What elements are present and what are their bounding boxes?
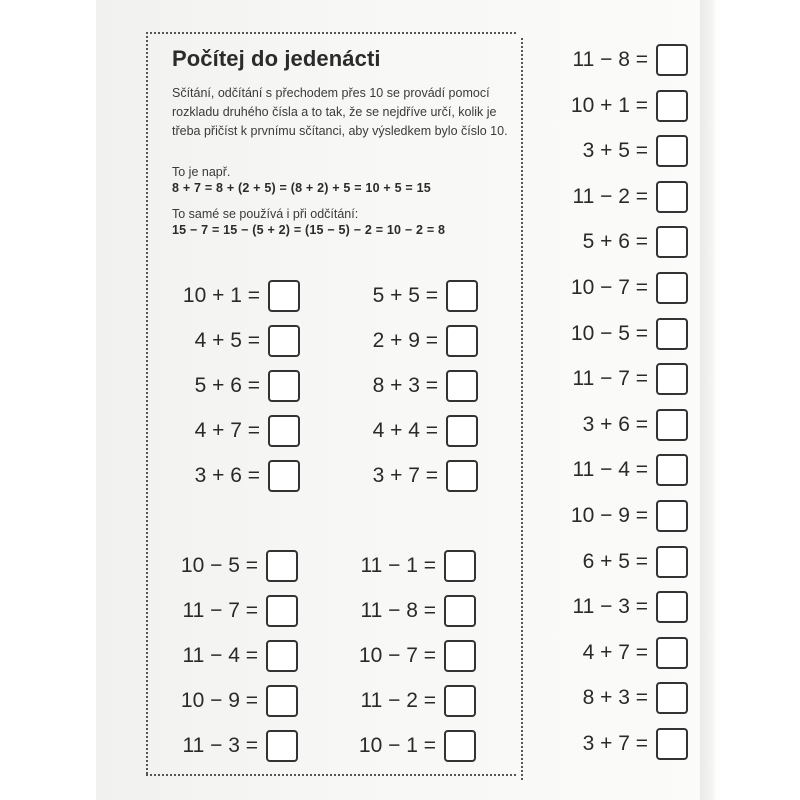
exercise-row [583, 133, 688, 169]
answer-box[interactable] [656, 44, 688, 76]
exercise-row [182, 593, 298, 629]
exercise-row [583, 635, 688, 671]
exercise-equation: 10 − 7 = [570, 276, 648, 299]
exercise-equation: 5 + 6 = [582, 230, 648, 254]
answer-box[interactable] [444, 685, 476, 717]
answer-box[interactable] [446, 415, 478, 447]
exercise-equation: 11 − 8 = [572, 48, 648, 71]
exercise-equation: 11 − 3 = [182, 734, 258, 757]
exercise-equation: 10 − 5 = [180, 554, 258, 577]
exercise-equation: 10 + 1 = [182, 284, 260, 307]
example-add-formula: 8 + 7 = 8 + (2 + 5) = (8 + 2) + 5 = 10 + 5 = 15 [172, 181, 431, 195]
exercise-equation: 5 + 5 = [372, 284, 438, 307]
answer-box[interactable] [656, 409, 688, 441]
answer-box[interactable] [444, 595, 476, 627]
exercise-row [373, 458, 478, 494]
exercise-row [183, 278, 300, 314]
exercise-equation: 10 − 5 = [570, 321, 648, 345]
answer-box[interactable] [656, 226, 688, 258]
answer-box[interactable] [266, 640, 298, 672]
answer-box[interactable] [656, 363, 688, 395]
exercise-equation: 4 + 5 = [194, 329, 260, 352]
answer-box[interactable] [444, 640, 476, 672]
answer-box[interactable] [446, 325, 478, 357]
dotted-border-left [146, 32, 148, 774]
exercise-equation: 3 + 6 = [582, 412, 648, 436]
exercise-equation: 10 + 1 = [570, 93, 648, 117]
answer-box[interactable] [446, 460, 478, 492]
exercise-row [583, 407, 688, 443]
answer-box[interactable] [656, 546, 688, 578]
exercise-row [373, 278, 478, 314]
exercise-row [571, 270, 688, 306]
exercise-equation: 8 + 3 = [372, 374, 438, 397]
exercise-equation: 2 + 9 = [372, 329, 438, 352]
answer-box[interactable] [656, 454, 688, 486]
exercise-equation: 10 − 7 = [358, 644, 436, 667]
answer-box[interactable] [656, 682, 688, 714]
exercise-equation: 11 − 4 = [182, 644, 258, 667]
exercise-equation: 4 + 7 = [194, 419, 260, 442]
answer-box[interactable] [656, 637, 688, 669]
exercise-equation: 5 + 6 = [194, 374, 260, 397]
answer-box[interactable] [656, 90, 688, 122]
answer-box[interactable] [266, 685, 298, 717]
exercise-row [181, 548, 298, 584]
exercise-row [572, 452, 688, 488]
exercise-row [360, 548, 476, 584]
example-add-label: To je např. [172, 165, 231, 179]
exercise-equation: 3 + 6 = [194, 464, 260, 487]
dotted-border-top [146, 32, 516, 34]
example-sub-formula: 15 − 7 = 15 − (5 + 2) = (15 − 5) − 2 = 10 − 2 = 8 [172, 223, 446, 237]
exercise-equation: 8 + 3 = [582, 686, 648, 710]
example-sub-label: To samé se používá i při odčítání: [172, 207, 359, 221]
exercise-equation: 6 + 5 = [582, 549, 648, 573]
answer-box[interactable] [446, 280, 478, 312]
answer-box[interactable] [444, 730, 476, 762]
answer-box[interactable] [656, 318, 688, 350]
exercise-row [373, 368, 478, 404]
exercise-row [571, 498, 688, 534]
exercise-equation: 11 − 7 = [572, 367, 648, 391]
exercise-row [195, 458, 300, 494]
exercise-row [195, 413, 300, 449]
exercise-row [572, 42, 688, 78]
exercise-row [571, 316, 688, 352]
exercise-row [571, 88, 688, 124]
answer-box[interactable] [266, 595, 298, 627]
exercise-row [360, 593, 476, 629]
answer-box[interactable] [656, 728, 688, 760]
exercise-row [359, 728, 476, 764]
exercise-row [583, 224, 688, 260]
exercise-row [583, 680, 688, 716]
page-title: Počítej do jedenácti [172, 46, 381, 71]
exercise-equation: 11 − 8 = [360, 599, 436, 622]
exercise-equation: 4 + 7 = [582, 640, 648, 664]
exercise-row [195, 368, 300, 404]
exercise-row [373, 323, 478, 359]
exercise-equation: 11 − 7 = [182, 599, 258, 622]
exercise-row [359, 638, 476, 674]
dotted-border-bottom [146, 774, 516, 776]
exercise-row [182, 638, 298, 674]
exercise-equation: 10 − 9 = [570, 504, 648, 527]
exercise-equation: 11 − 1 = [360, 554, 436, 577]
exercise-row [360, 683, 476, 719]
answer-box[interactable] [446, 370, 478, 402]
answer-box[interactable] [266, 550, 298, 582]
exercise-equation: 4 + 4 = [372, 419, 438, 442]
intro-text: Sčítání, odčítání s přechodem přes 10 se provádí pomocí rozkladu druhého čísla a to tak, že se nejdříve určí, kolik je třeba přičíst k prvnímu sčítanci, aby výsledkem bylo číslo 10. [172, 86, 508, 138]
answer-box[interactable] [268, 325, 300, 357]
answer-box[interactable] [656, 181, 688, 213]
answer-box[interactable] [656, 272, 688, 304]
answer-box[interactable] [656, 135, 688, 167]
exercise-row [182, 728, 298, 764]
exercise-row [583, 544, 688, 580]
dotted-column-divider [521, 38, 523, 780]
exercise-equation: 3 + 7 = [372, 464, 438, 487]
exercise-equation: 10 − 9 = [180, 689, 258, 712]
exercise-equation: 11 − 2 = [360, 689, 436, 712]
answer-box[interactable] [444, 550, 476, 582]
exercise-row [181, 683, 298, 719]
answer-box[interactable] [268, 370, 300, 402]
exercise-row [583, 726, 688, 762]
exercise-row [373, 413, 478, 449]
exercise-equation: 3 + 7 = [582, 732, 648, 755]
answer-box[interactable] [268, 280, 300, 312]
exercise-equation: 11 − 4 = [572, 458, 648, 482]
exercise-equation: 11 − 3 = [572, 595, 648, 619]
exercise-equation: 11 − 2 = [572, 184, 648, 208]
page-edge-shadow [700, 0, 718, 800]
answer-box[interactable] [266, 730, 298, 762]
answer-box[interactable] [268, 460, 300, 492]
answer-box[interactable] [656, 591, 688, 623]
answer-box[interactable] [656, 500, 688, 532]
exercise-row [195, 323, 300, 359]
exercise-row [572, 179, 688, 215]
exercise-row [572, 589, 688, 625]
exercise-equation: 10 − 1 = [358, 734, 436, 757]
exercise-row [572, 361, 688, 397]
exercise-equation: 3 + 5 = [582, 139, 648, 163]
answer-box[interactable] [268, 415, 300, 447]
